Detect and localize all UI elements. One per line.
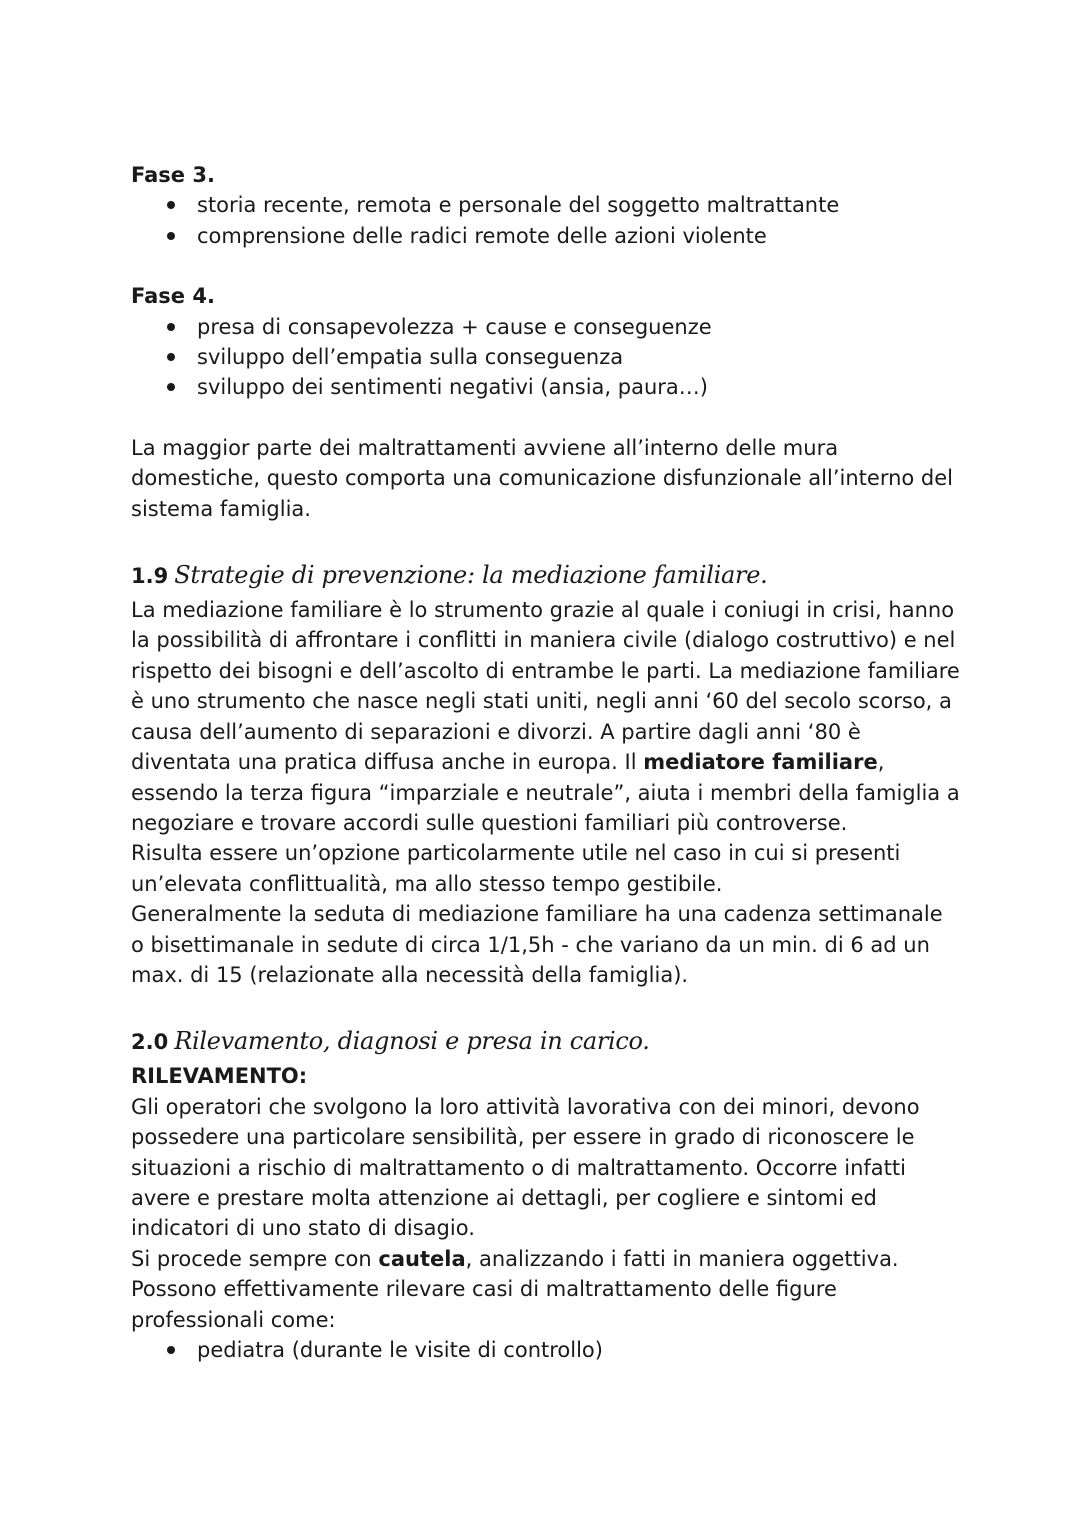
list-item-text: pediatra (durante le visite di controllo) <box>197 1338 603 1362</box>
professional-figures-list <box>131 1335 961 1365</box>
bold-term: mediatore familiare <box>643 750 878 775</box>
phase-3-list <box>131 190 961 251</box>
phase-3-title: Fase 3. <box>131 163 215 187</box>
section-number: 2.0 <box>131 1030 169 1055</box>
section-1-9-heading <box>131 556 961 595</box>
section-1-9-paragraph-1 <box>131 595 961 838</box>
rilevamento-subheading: RILEVAMENTO: <box>131 1064 308 1089</box>
list-item-text: sviluppo dell’empatia sulla conseguenza <box>197 345 624 370</box>
section-1-9-paragraph-3: Generalmente la seduta di mediazione familiare ha una cadenza settimanale o bisettimanale in sedute di circa 1/1,5h - che variano da un min. di 6 ad un max. di 15 (relazionate alla necessità della famiglia). <box>131 902 943 987</box>
section-2-0-heading <box>131 1022 961 1061</box>
list-item-text: sviluppo dei sentimenti negativi (ansia, paura…) <box>197 375 708 400</box>
list-item <box>167 372 961 402</box>
bullet-icon <box>167 383 175 391</box>
paragraph-text: Si procede sempre con <box>131 1246 372 1271</box>
list-item <box>167 1335 961 1365</box>
intro-paragraph: La maggior parte dei maltrattamenti avviene all’interno delle mura domestiche, questo comporta una comunicazione disfunzionale all’interno del sistema famiglia. <box>131 435 954 521</box>
paragraph-text: , analizzando i fatti in maniera oggettiva. <box>465 1246 899 1271</box>
bullet-icon <box>167 1346 175 1354</box>
section-number: 1.9 <box>131 564 169 589</box>
list-item <box>167 342 961 372</box>
list-item-text: comprensione delle radici remote delle azioni violente <box>197 223 767 248</box>
bold-term: cautela <box>378 1246 466 1271</box>
bullet-icon <box>167 232 175 240</box>
paragraph-text: , essendo la terza figura “imparziale e neutrale”, aiuta i membri della famiglia a negoziare e trovare accordi sulle questioni familiari più controverse. <box>131 750 960 835</box>
section-2-0-paragraph-3: Possono effettivamente rilevare casi di maltrattamento delle figure professionali come: <box>131 1277 837 1332</box>
list-item <box>167 190 961 220</box>
bullet-icon <box>167 323 175 331</box>
list-item-text: presa di consapevolezza + cause e conseguenze <box>197 314 712 339</box>
bullet-icon <box>167 353 175 361</box>
section-2-0-paragraph-2 <box>131 1244 961 1274</box>
paragraph-text: La mediazione familiare è lo strumento grazie al quale i coniugi in crisi, hanno la possibilità di affrontare i conflitti in maniera civile (dialogo costruttivo) e nel rispetto dei bisogni e dell’ascolto di entrambe le parti. La mediazione familiare è uno strumento che nasce negli stati uniti, negli anni ‘60 del secolo scorso, a causa dell’aumento di separazioni e divorzi. A partire dagli anni ‘80 è diventata una pratica diffusa anche in europa. Il <box>131 598 960 775</box>
phase-4-title: Fase 4. <box>131 284 215 309</box>
document-content <box>131 160 961 1365</box>
list-item-text: storia recente, remota e personale del soggetto maltrattante <box>197 193 840 218</box>
section-title: Rilevamento, diagnosi e presa in carico. <box>174 1027 650 1056</box>
section-title: Strategie di prevenzione: la mediazione familiare. <box>174 561 768 590</box>
phase-4-list <box>131 312 961 403</box>
section-1-9-paragraph-2: Risulta essere un’opzione particolarmente utile nel caso in cui si presenti un’elevata conflittualità, ma allo stesso tempo gestibile. <box>131 841 901 896</box>
section-2-0-paragraph-1: Gli operatori che svolgono la loro attività lavorativa con dei minori, devono possedere una particolare sensibilità, per essere in grado di riconoscere le situazioni a rischio di maltrattamento o di maltrattamento. Occorre infatti avere e prestare molta attenzione ai dettagli, per cogliere e sintomi ed indicatori di uno stato di disagio. <box>131 1094 920 1241</box>
list-item <box>167 221 961 251</box>
list-item <box>167 312 961 342</box>
bullet-icon <box>167 201 175 209</box>
